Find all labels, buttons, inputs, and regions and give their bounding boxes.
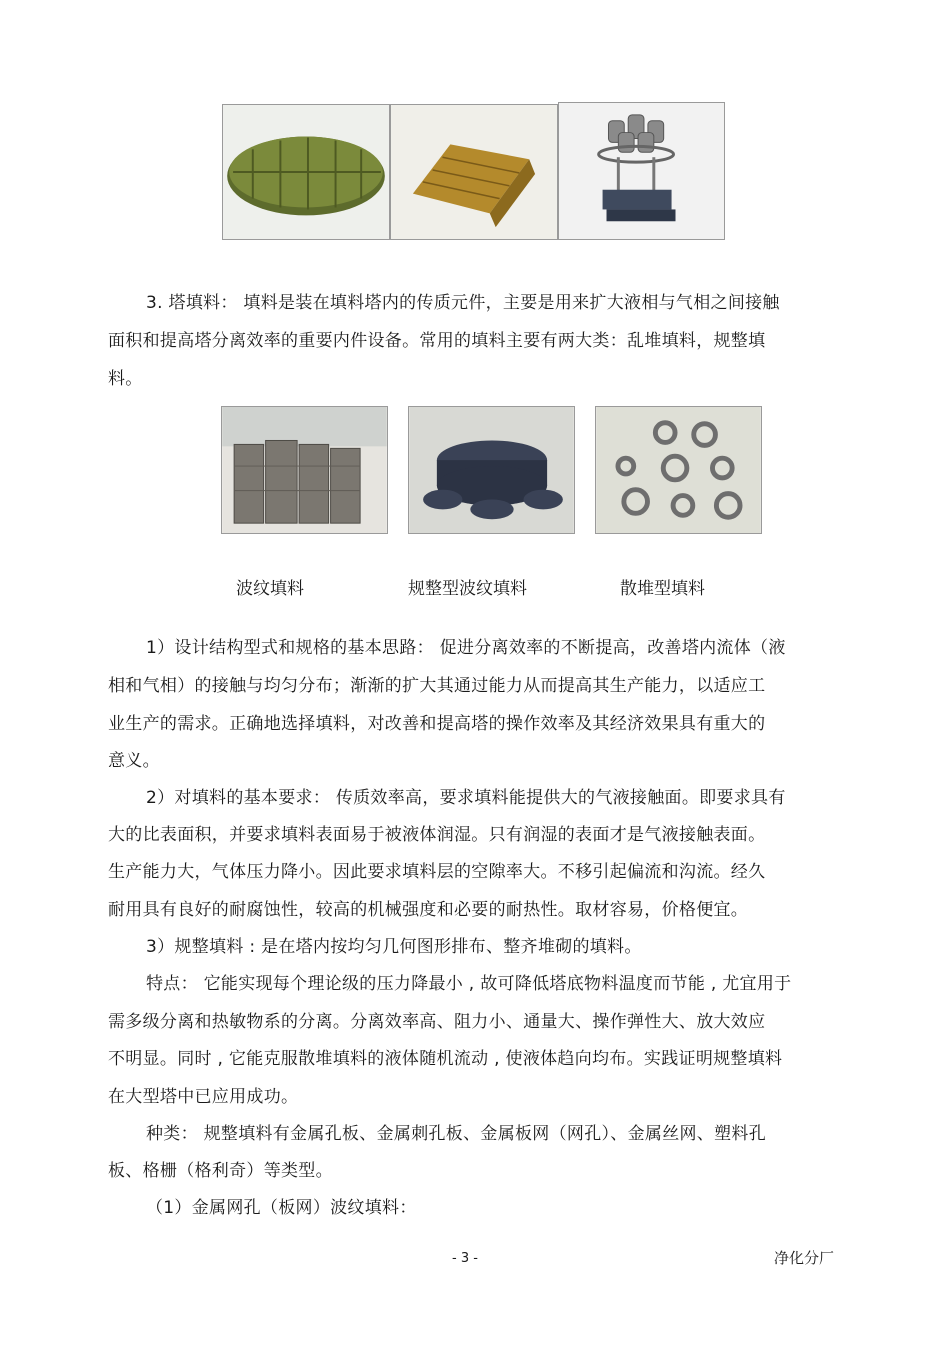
text-line: 意义。 — [108, 751, 160, 771]
caption-structured-corrugated-packing: 规整型波纹填料 — [408, 579, 527, 599]
text-line: 3. 塔填料： 填料是装在填料塔内的传质元件，主要是用来扩大液相与气相之间接触 — [146, 293, 780, 313]
text-line: 特点： 它能实现每个理论级的压力降最小 , 故可降低塔底物料温度而节能 , 尤宜用于 — [146, 974, 792, 994]
text-line: 2）对填料的基本要求： 传质效率高，要求填料能提供大的气液接触面。即要求具有 — [146, 788, 786, 808]
photo-structured-packing-discs — [408, 406, 575, 534]
photo-mist-eliminator-pad — [222, 104, 390, 240]
text-line: 在大型塔中已应用成功。 — [108, 1087, 299, 1107]
text-line: 生产能力大，气体压力降小。因此要求填料层的空隙率大。不移引起偏流和沟流。经久 — [108, 862, 766, 882]
text-line: 3）规整填料 : 是在塔内按均匀几何图形排布、整齐堆砌的填料。 — [146, 937, 642, 957]
photo-corrugated-packing-stack — [221, 406, 388, 534]
footer-department: 净化分厂 — [774, 1249, 835, 1267]
text-line: 不明显。同时 , 它能克服散堆填料的液体随机流动 , 使液体趋向均布。实践证明规整填料 — [108, 1049, 783, 1069]
photo-random-packing-rings — [595, 406, 762, 534]
text-line: 料。 — [108, 369, 143, 389]
text-line: 耐用具有良好的耐腐蚀性，较高的机械强度和必要的耐热性。取材容易，价格便宜。 — [108, 900, 749, 920]
photo-corrugated-block — [390, 104, 558, 240]
text-line: 面积和提高塔分离效率的重要内件设备。常用的填料主要有两大类：乱堆填料，规整填 — [108, 331, 766, 351]
text-line: 业生产的需求。正确地选择填料，对改善和提高塔的操作效率及其经济效果具有重大的 — [108, 714, 766, 734]
text-line: 种类： 规整填料有金属孔板、金属刺孔板、金属板网（网孔）、金属丝网、塑料孔 — [146, 1124, 767, 1144]
photo-tower-internals — [558, 102, 725, 240]
text-line: 大的比表面积，并要求填料表面易于被液体润湿。只有润湿的表面才是气液接触表面。 — [108, 825, 766, 845]
text-line: （1）金属网孔（板网）波纹填料： — [146, 1198, 417, 1218]
page-number: - 3 - — [452, 1251, 478, 1266]
caption-corrugated-packing: 波纹填料 — [236, 579, 304, 599]
text-line: 相和气相）的接触与均匀分布；渐渐的扩大其通过能力从而提高其生产能力，以适应工 — [108, 676, 766, 696]
caption-random-packing: 散堆型填料 — [620, 579, 705, 599]
text-line: 板、格栅（格利奇）等类型。 — [108, 1161, 333, 1181]
text-line: 1）设计结构型式和规格的基本思路： 促进分离效率的不断提高，改善塔内流体（液 — [146, 638, 786, 658]
text-line: 需多级分离和热敏物系的分离。分离效率高、阻力小、通量大、操作弹性大、放大效应 — [108, 1012, 766, 1032]
